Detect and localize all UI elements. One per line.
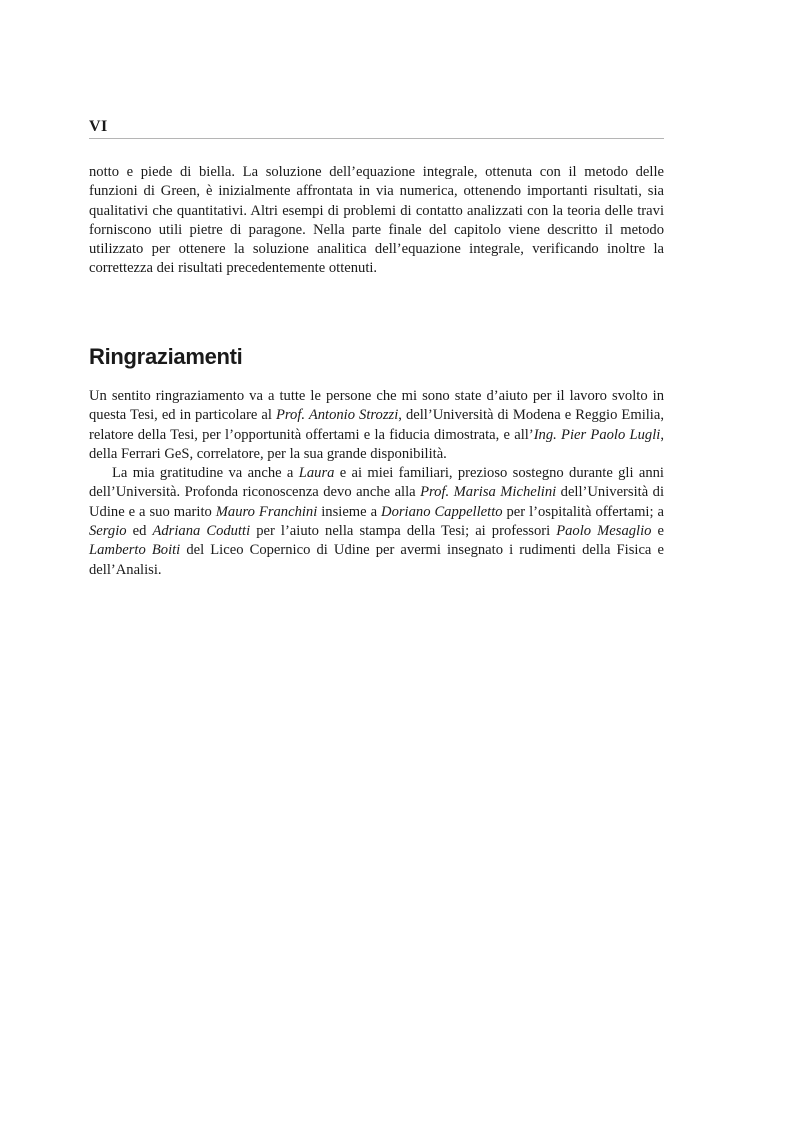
text-run: ed	[126, 523, 153, 540]
text-run: dell’Università di Udine e a suo marito	[89, 484, 665, 520]
text-run: insieme a	[317, 503, 382, 520]
acknowledgements-paragraph-2	[89, 464, 664, 580]
section-title: Ringraziamenti	[89, 344, 243, 369]
running-header	[89, 116, 664, 139]
intro-paragraph: notto e piede di biella. La soluzione dell’equazione integrale, ottenuta con il metodo delle funzioni di Green, è inizialmente affrontata in via numerica, ottenendo importanti risultati, sia qualitativi che quantitativi. Altri esempi di problemi di contatto analizzati con la teoria delle travi forniscono utili pietre di paragone. Nella parte finale del capitolo viene descritto il metodo utilizzato per ottenere la soluzione analitica dell’equazione integrale, verificando inoltre la correttezza dei risultati precedentemente ottenuti.	[89, 164, 664, 277]
text-run: , dell’Università di Modena e Reggio Emilia, relatore della Tesi, per l’opportunità offertami e la fiducia dimostrata, e all’	[89, 407, 664, 443]
text-run: e ai miei familiari, prezioso sostegno durante gli anni dell’Università. Profonda riconoscenza devo anche alla	[89, 465, 664, 501]
page-number: VI	[89, 118, 108, 135]
name-italic: Prof. Marisa Michelini	[420, 484, 557, 501]
name-italic: Prof. Antonio Strozzi	[276, 407, 399, 424]
name-italic: Doriano Cappelletto	[381, 503, 503, 520]
name-italic: Sergio	[89, 523, 127, 540]
text-run: Un sentito ringraziamento va a tutte le persone che mi sono state d’aiuto per il lavoro svolto in questa Tesi, ed in particolare al	[89, 388, 664, 424]
name-italic: Adriana Codutti	[152, 523, 251, 540]
name-italic: Lamberto Boiti	[89, 542, 181, 559]
text-run: La mia gratitudine va anche a	[112, 465, 299, 482]
name-italic: Ing. Pier Paolo Lugli	[533, 426, 661, 443]
text-run: del Liceo Copernico di Udine per avermi insegnato i rudimenti della Fisica e dell’Analisi.	[89, 542, 664, 578]
acknowledgements-paragraph-1	[89, 387, 664, 464]
text-run: per l’ospitalità offertami; a	[502, 503, 664, 520]
acknowledgements-body	[89, 387, 664, 580]
name-italic: Laura	[298, 465, 335, 482]
text-run: per l’aiuto nella stampa della Tesi; ai professori	[250, 523, 557, 540]
text-run: , della Ferrari GeS, correlatore, per la sua grande disponibilità.	[89, 426, 664, 462]
name-italic: Paolo Mesaglio	[556, 523, 652, 540]
text-run: e	[651, 523, 664, 540]
name-italic: Mauro Franchini	[215, 503, 318, 520]
